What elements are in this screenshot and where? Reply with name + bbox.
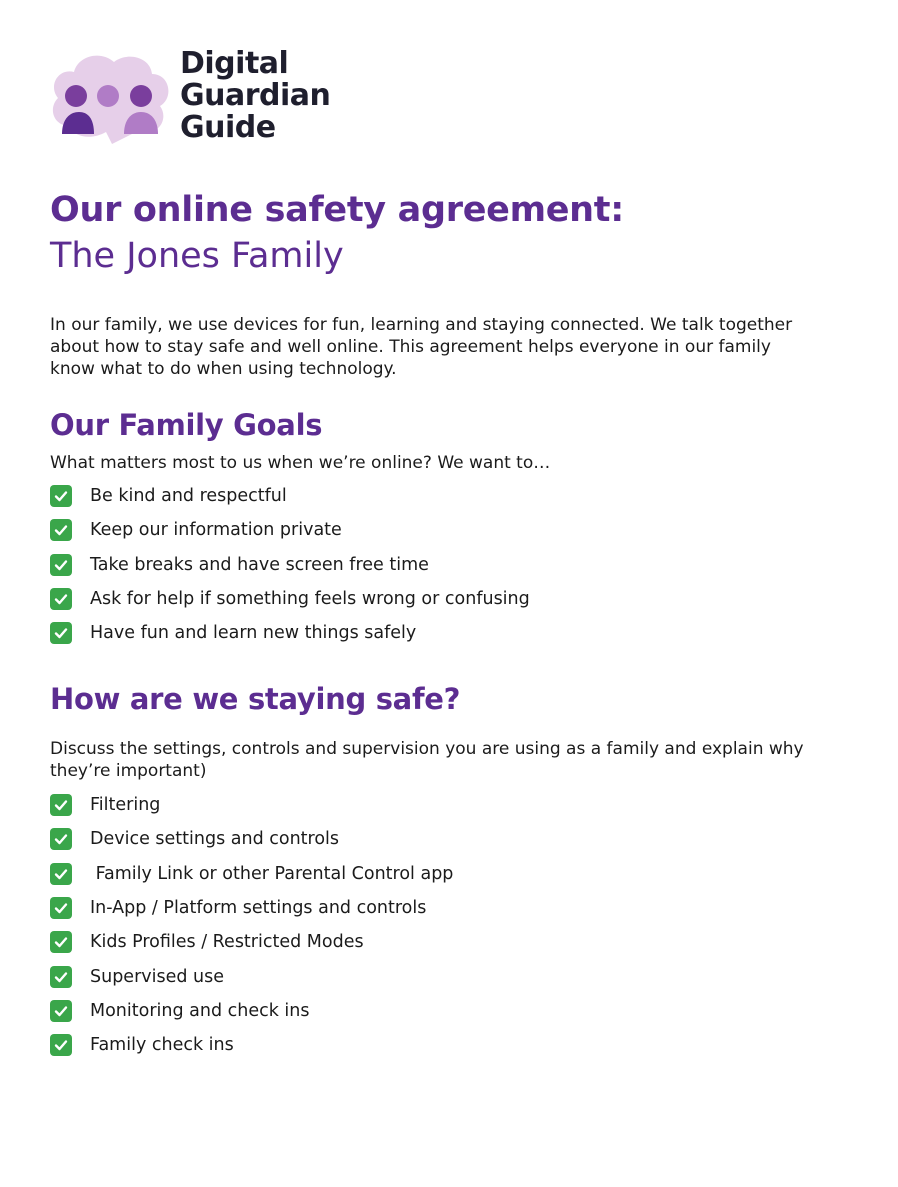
list-item-label: Kids Profiles / Restricted Modes: [90, 932, 364, 953]
intro-paragraph: In our family, we use devices for fun, learning and staying connected. We talk together about how to stay safe and well online. This agreement helps everyone in our family know what to do when using technology.: [50, 315, 793, 379]
list-item-label: Be kind and respectful: [90, 486, 287, 507]
list-item: [50, 822, 453, 856]
list-item-label: In-App / Platform settings and controls: [90, 898, 427, 919]
list-item-label: Keep our information private: [90, 520, 342, 541]
list-item-label: Filtering: [90, 795, 161, 816]
check-mark-icon: [50, 1034, 72, 1056]
goals-lead: What matters most to us when we’re online? We want to…: [50, 453, 551, 473]
logo-line1: Digital: [180, 46, 289, 81]
check-mark-icon: [50, 828, 72, 850]
list-item: [50, 959, 453, 993]
list-item-label: Family Link or other Parental Control app: [90, 863, 454, 884]
safety-heading: How are we staying safe?: [50, 682, 461, 716]
logo-line2: Guardian: [180, 78, 331, 113]
list-item: [50, 479, 530, 513]
list-item-label: Monitoring and check ins: [90, 1000, 310, 1021]
list-item-label: Supervised use: [90, 966, 225, 987]
check-mark-icon: [50, 519, 72, 541]
list-item: [50, 582, 530, 616]
check-mark-icon: [50, 794, 72, 816]
family-people-icon: [48, 48, 173, 148]
page-title: Our online safety agreement:: [50, 190, 624, 230]
check-mark-icon: [50, 485, 72, 507]
list-item: [50, 925, 453, 959]
list-item: [50, 891, 453, 925]
goals-list: [50, 479, 530, 650]
list-item: [50, 857, 453, 891]
family-name: The Jones Family: [50, 236, 344, 276]
check-mark-icon: [50, 897, 72, 919]
list-item: [50, 513, 530, 547]
list-item-label: Ask for help if something feels wrong or confusing: [90, 589, 530, 610]
check-mark-icon: [50, 554, 72, 576]
list-item-label: Take breaks and have screen free time: [90, 554, 429, 575]
list-item-label: Device settings and controls: [90, 829, 340, 850]
check-mark-icon: [50, 863, 72, 885]
list-item: [50, 788, 453, 822]
check-mark-icon: [50, 931, 72, 953]
list-item-label: Family check ins: [90, 1035, 234, 1056]
check-mark-icon: [50, 1000, 72, 1022]
goals-heading: Our Family Goals: [50, 408, 323, 442]
logo: [48, 48, 338, 148]
list-item-label: Have fun and learn new things safely: [90, 623, 417, 644]
safety-lead: Discuss the settings, controls and supervision you are using as a family and explain why they’re important): [50, 739, 804, 781]
check-mark-icon: [50, 966, 72, 988]
list-item: [50, 548, 530, 582]
logo-wordmark: [180, 48, 330, 144]
check-mark-icon: [50, 622, 72, 644]
list-item: [50, 994, 453, 1028]
list-item: [50, 616, 530, 650]
list-item: [50, 1028, 453, 1062]
logo-line3: Guide: [180, 110, 276, 145]
check-mark-icon: [50, 588, 72, 610]
safety-list: [50, 788, 453, 1062]
